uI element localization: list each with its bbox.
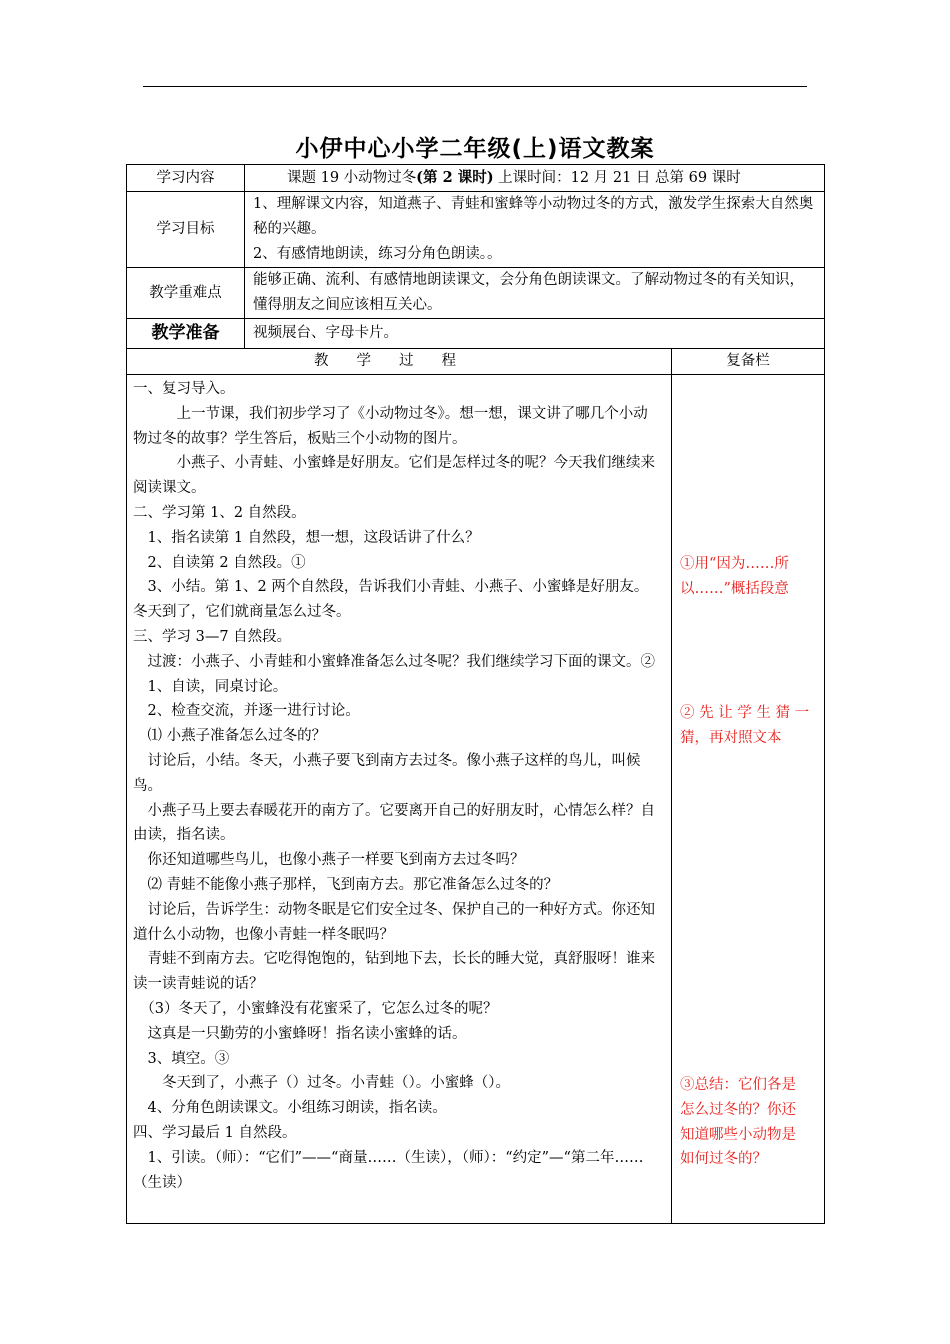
process-line: 小燕子马上要去春暖花开的南方了。它要离开自己的好朋友时，心情怎么样？自由读，指名读。: [133, 802, 655, 844]
process-header: 教学过程: [127, 349, 672, 375]
process-line: 冬天到了，小燕子（）过冬。小青蛙（）。小蜜蜂（）。: [133, 1075, 510, 1092]
topic-schedule: 上课时间：12 月 21 日 总第 69 课时: [493, 170, 741, 186]
content-value: [245, 165, 825, 192]
note-line: ② 先 让 学 生 猜 一: [680, 705, 810, 721]
process-row: [127, 375, 825, 1224]
process-line: 这真是一只勤劳的小蜜蜂呀！指名读小蜜蜂的话。: [133, 1025, 467, 1042]
note-line: 猜，再对照文本: [680, 729, 782, 746]
process-line: 1、指名读第 1 自然段，想一想，这段话讲了什么？: [133, 529, 480, 546]
process-line: 讨论后，小结。冬天，小燕子要飞到南方去过冬。像小燕子这样的鸟儿，叫候鸟。: [133, 752, 641, 794]
note-3: [680, 1073, 820, 1172]
topic-prefix: 课题 19 小动物过冬: [287, 170, 417, 186]
goal-2: 2、有感情地朗读，练习分角色朗读。。: [253, 246, 502, 262]
process-line: 2、检查交流，并逐一进行讨论。: [133, 703, 360, 720]
process-line: 上一节课，我们初步学习了《小动物过冬》。想一想，课文讲了哪几个小动物过冬的故事？学生答后，板贴三个小动物的图片。: [133, 405, 648, 447]
note-line: 以……”概括段意: [680, 580, 789, 597]
process-line: ⑴ 小燕子准备怎么过冬的？: [133, 728, 327, 745]
process-line: 2、自读第 2 自然段。①: [133, 554, 306, 571]
notes-header: 复备栏: [672, 349, 825, 375]
page-title: 小伊中心小学二年级(上)语文教案: [295, 136, 655, 162]
process-line: 你还知道哪些鸟儿，也像小燕子一样要飞到南方去过冬吗？: [133, 852, 525, 869]
process-line: 4、分角色朗读课文。小组练习朗读，指名读。: [133, 1100, 447, 1117]
prep-value: 视频展台、字母卡片。: [245, 319, 825, 349]
process-line: 3、小结。第 1、2 两个自然段，告诉我们小青蛙、小燕子、小蜜蜂是好朋友。冬天到了，它们就商量怎么过冬。: [133, 579, 649, 621]
notes-column: [672, 375, 825, 1224]
process-body: [127, 375, 672, 1224]
process-line: 三、学习 3—7 自然段。: [133, 628, 292, 645]
process-line: 讨论后，告诉学生：动物冬眠是它们安全过冬、保护自己的一种好方式。你还知道什么小动物，也像小青蛙一样冬眠吗？: [133, 901, 655, 943]
content-row: [127, 165, 825, 192]
goals-row: [127, 192, 825, 268]
note-line: 知道哪些小动物是: [680, 1126, 796, 1143]
key-row: [127, 268, 825, 319]
goals-label: 学习目标: [127, 192, 245, 268]
process-line: 二、学习第 1、2 自然段。: [133, 504, 306, 521]
process-line: 1、自读，同桌讨论。: [133, 678, 288, 695]
process-line: 一、复习导入。: [133, 381, 235, 397]
content-label: 学习内容: [127, 165, 245, 192]
key-label: 教学重难点: [127, 268, 245, 319]
goal-1: 1、理解课文内容，知道燕子、青蛙和蜜蜂等小动物过冬的方式，激发学生探索大自然奥秘的兴趣。: [253, 196, 814, 237]
process-line: 青蛙不到南方去。它吃得饱饱的，钻到地下去，长长的睡大觉，真舒服呀！谁来读一读青蛙说的话？: [133, 951, 655, 993]
prep-label: 教学准备: [127, 319, 245, 349]
process-line: （3）冬天了，小蜜蜂没有花蜜采了，它怎么过冬的呢？: [133, 1000, 498, 1017]
top-rule: [143, 86, 807, 87]
note-line: 怎么过冬的？你还: [680, 1101, 796, 1118]
note-line: ①用“因为……所: [680, 556, 789, 572]
process-line: 过渡：小燕子、小青蛙和小蜜蜂准备怎么过冬呢？我们继续学习下面的课文。②: [133, 653, 655, 670]
note-line: 如何过冬的？: [680, 1151, 767, 1168]
lesson-plan-table: [126, 164, 825, 1224]
process-line: 3、填空。③: [133, 1050, 230, 1067]
topic-session: (第 2 课时): [416, 169, 494, 186]
process-line: 小燕子、小青蛙、小蜜蜂是好朋友。它们是怎样过冬的呢？今天我们继续来阅读课文。: [133, 455, 655, 497]
process-header-row: [127, 349, 825, 375]
process-line: 1、引读。（师）：“它们”——“商量……（生读），（师）：“约定”—“第二年……（生读）: [133, 1149, 644, 1191]
process-line: ⑵ 青蛙不能像小燕子那样，飞到南方去。那它准备怎么过冬的？: [133, 876, 559, 893]
note-2: [680, 701, 820, 751]
note-line: ③总结：它们各是: [680, 1077, 796, 1093]
note-1: [680, 552, 820, 602]
prep-row: [127, 319, 825, 349]
process-line: 四、学习最后 1 自然段。: [133, 1124, 297, 1141]
goals-value: [245, 192, 825, 268]
key-value: 能够正确、流利、有感情地朗读课文，会分角色朗读课文。了解动物过冬的有关知识，懂得朋友之间应该相互关心。: [245, 268, 825, 319]
